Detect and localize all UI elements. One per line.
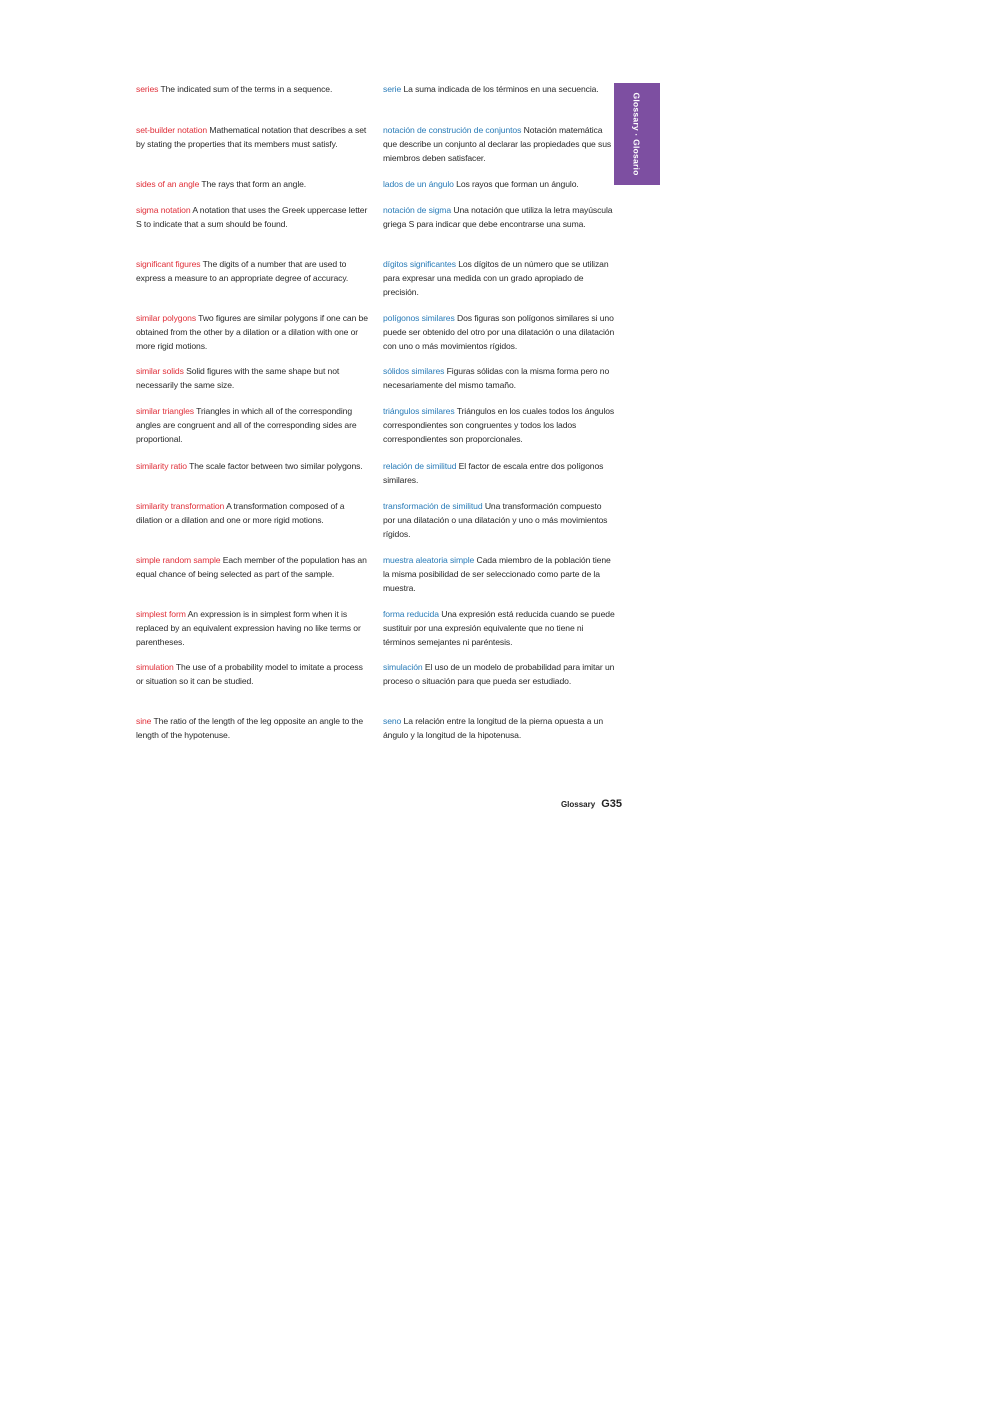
- term-english: sine: [136, 716, 152, 726]
- glossary-entry: [136, 499, 616, 553]
- definition-english: Solid figures with the same shape but not necessarily the same size.: [136, 366, 340, 390]
- entry-spanish: [383, 311, 615, 353]
- term-spanish: sólidos similares: [383, 366, 445, 376]
- term-spanish: simulación: [383, 662, 423, 672]
- definition-english: The indicated sum of the terms in a sequence.: [160, 84, 333, 94]
- term-english: similar polygons: [136, 313, 197, 323]
- entry-spanish: [383, 82, 615, 96]
- definition-english: Triangles in which all of the corresponding angles are congruent and all of the corresponding sides are proportional.: [136, 406, 357, 444]
- definition-english: A transformation composed of a dilation or a dilation and one or more rigid motions.: [136, 501, 345, 525]
- term-spanish: seno: [383, 716, 402, 726]
- definition-spanish: Dos figuras son polígonos similares si uno puede ser obtenido del otro por una dilatación o una dilatación con uno o más movimientos rígidos.: [383, 313, 615, 351]
- term-spanish: triángulos similares: [383, 406, 455, 416]
- entry-spanish: [383, 364, 615, 392]
- definition-english: The ratio of the length of the leg opposite an angle to the length of the hypotenuse.: [136, 716, 364, 740]
- definition-spanish: Una expresión está reducida cuando se puede sustituir por una expresión equivalente que no tiene ni términos semejantes ni paréntesis.: [383, 609, 615, 647]
- entry-english: [136, 404, 368, 446]
- entry-english: [136, 553, 368, 581]
- entry-english: [136, 203, 368, 231]
- term-english: series: [136, 84, 159, 94]
- term-english: simplest form: [136, 609, 186, 619]
- glossary-entries: [136, 82, 616, 754]
- definition-spanish: Figuras sólidas con la misma forma pero no necesariamente del mismo tamaño.: [383, 366, 610, 390]
- term-english: set-builder notation: [136, 125, 208, 135]
- term-spanish: transformación de similitud: [383, 501, 483, 511]
- term-english: similar solids: [136, 366, 184, 376]
- entry-spanish: [383, 123, 615, 165]
- entry-spanish: [383, 404, 615, 446]
- term-spanish: polígonos similares: [383, 313, 455, 323]
- term-english: similarity transformation: [136, 501, 225, 511]
- term-spanish: relación de similitud: [383, 461, 457, 471]
- definition-spanish: Notación matemática que describe un conjunto al declarar las propiedades que sus miembros deben satisfacer.: [383, 125, 612, 163]
- glossary-entry: [136, 203, 616, 257]
- entry-spanish: [383, 177, 615, 191]
- definition-english: A notation that uses the Greek uppercase letter S to indicate that a sum should be found.: [136, 205, 368, 229]
- glossary-entry: [136, 607, 616, 660]
- term-spanish: notación de sigma: [383, 205, 452, 215]
- glossary-entry: [136, 311, 616, 364]
- term-spanish: muestra aleatoria simple: [383, 555, 475, 565]
- definition-spanish: La suma indicada de los términos en una secuencia.: [403, 84, 599, 94]
- glossary-entry: [136, 123, 616, 177]
- glossary-side-tab: [614, 83, 660, 185]
- definition-spanish: Los dígitos de un número que se utilizan para expresar una medida con un grado apropiado de precisión.: [383, 259, 609, 297]
- definition-spanish: Los rayos que forman un ángulo.: [456, 179, 579, 189]
- term-spanish: serie: [383, 84, 402, 94]
- page-number: G35: [601, 798, 622, 810]
- definition-spanish: El uso de un modelo de probabilidad para imitar un proceso o situación para que pueda ser estudiado.: [383, 662, 615, 686]
- definition-english: The rays that form an angle.: [201, 179, 307, 189]
- definition-english: Mathematical notation that describes a set by stating the properties that its members must satisfy.: [136, 125, 367, 149]
- definition-english: Two figures are similar polygons if one can be obtained from the other by a dilation or a dilation with one or more rigid motions.: [136, 313, 368, 351]
- definition-english: An expression is in simplest form when it is replaced by an equivalent expression having no like terms or parentheses.: [136, 609, 361, 647]
- entry-english: [136, 177, 368, 191]
- glossary-entry: [136, 714, 616, 754]
- glossary-entry: [136, 404, 616, 459]
- side-tab-label: Glossary · Glosario: [632, 92, 642, 176]
- entry-spanish: [383, 499, 615, 541]
- page-footer: [520, 794, 622, 812]
- glossary-entry: [136, 459, 616, 499]
- entry-spanish: [383, 553, 615, 595]
- entry-english: [136, 123, 368, 151]
- definition-english: The use of a probability model to imitate a process or situation so it can be studied.: [136, 662, 363, 686]
- definition-spanish: La relación entre la longitud de la pierna opuesta a un ángulo y la longitud de la hipotenusa.: [383, 716, 604, 740]
- entry-english: [136, 257, 368, 285]
- glossary-entry: [136, 257, 616, 311]
- definition-english: The digits of a number that are used to express a measure to an appropriate degree of accuracy.: [136, 259, 349, 283]
- entry-spanish: [383, 660, 615, 688]
- entry-spanish: [383, 607, 615, 649]
- definition-spanish: El factor de escala entre dos polígonos similares.: [383, 461, 604, 485]
- term-english: sigma notation: [136, 205, 191, 215]
- entry-english: [136, 714, 368, 742]
- term-english: simple random sample: [136, 555, 221, 565]
- entry-english: [136, 660, 368, 688]
- glossary-entry: [136, 177, 616, 203]
- entry-spanish: [383, 257, 615, 299]
- term-english: similar triangles: [136, 406, 194, 416]
- glossary-entry: [136, 364, 616, 404]
- entry-english: [136, 607, 368, 649]
- term-spanish: dígitos significantes: [383, 259, 456, 269]
- entry-english: [136, 459, 368, 473]
- definition-english: Each member of the population has an equal chance of being selected as part of the sample.: [136, 555, 367, 579]
- term-english: significant figures: [136, 259, 201, 269]
- term-spanish: notación de construción de conjuntos: [383, 125, 522, 135]
- term-spanish: forma reducida: [383, 609, 439, 619]
- definition-spanish: Triángulos en los cuales todos los ángulos correspondientes son congruentes y todos los lados correspondientes son proporcionales.: [383, 406, 615, 444]
- term-spanish: lados de un ángulo: [383, 179, 454, 189]
- glossary-entry: [136, 553, 616, 607]
- entry-english: [136, 364, 368, 392]
- definition-english: The scale factor between two similar polygons.: [189, 461, 363, 471]
- footer-section-label: Glossary: [560, 800, 596, 809]
- definition-spanish: Una notación que utiliza la letra mayúscula griega S para indicar que debe encontrarse una suma.: [383, 205, 613, 229]
- glossary-entry: [136, 82, 616, 123]
- entry-spanish: [383, 459, 615, 487]
- entry-english: [136, 82, 368, 96]
- entry-spanish: [383, 203, 615, 231]
- definition-spanish: Una transformación compuesto por una dilatación o una dilatación y uno o más movimientos rígidos.: [383, 501, 608, 539]
- entry-spanish: [383, 714, 615, 742]
- definition-spanish: Cada miembro de la población tiene la misma posibilidad de ser seleccionado como parte de la muestra.: [383, 555, 611, 593]
- term-english: similarity ratio: [136, 461, 187, 471]
- entry-english: [136, 499, 368, 527]
- term-english: simulation: [136, 662, 174, 672]
- entry-english: [136, 311, 368, 353]
- term-english: sides of an angle: [136, 179, 200, 189]
- glossary-entry: [136, 660, 616, 714]
